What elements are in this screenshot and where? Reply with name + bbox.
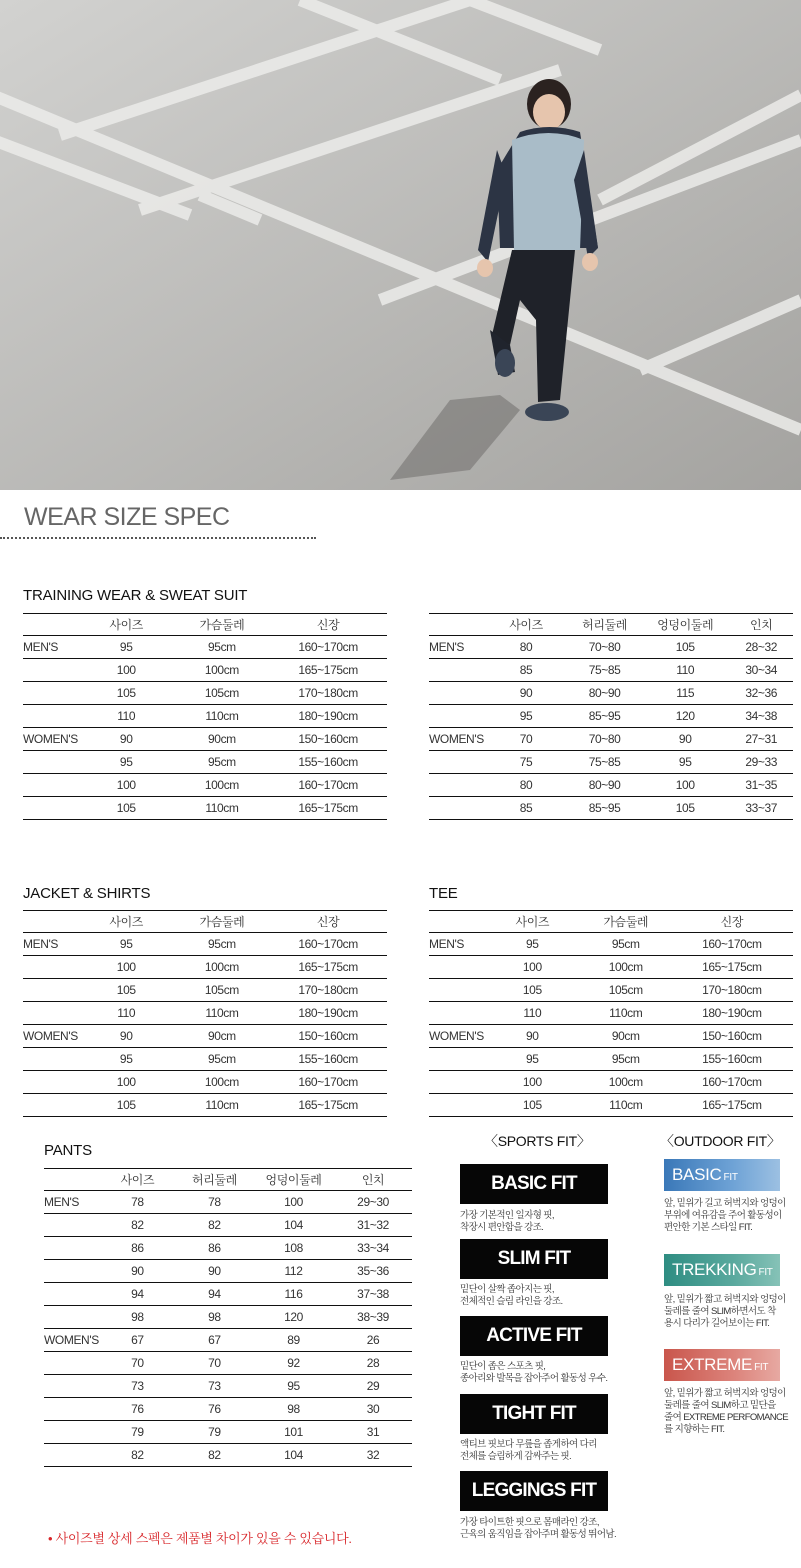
table-cell: 155~160cm bbox=[269, 751, 387, 774]
table-cell: 33~34 bbox=[334, 1237, 412, 1260]
row-group-label bbox=[429, 1094, 484, 1117]
table-row bbox=[23, 636, 387, 659]
table-cell: 31~32 bbox=[334, 1214, 412, 1237]
table-cell: 90cm bbox=[581, 1025, 671, 1048]
table-cell: 85~95 bbox=[568, 705, 641, 728]
table-cell: 110 bbox=[641, 659, 730, 682]
table-cell: 90 bbox=[99, 1260, 176, 1283]
row-group-label bbox=[44, 1214, 99, 1237]
table-row bbox=[44, 1329, 412, 1352]
size-note: • 사이즈별 상세 스펙은 제품별 차이가 있을 수 있습니다. bbox=[48, 1531, 352, 1546]
basic-fit-badge: BASIC FIT bbox=[460, 1164, 608, 1204]
page-title: WEAR SIZE SPEC bbox=[24, 503, 230, 531]
photo-of-man-walking-icon bbox=[0, 0, 801, 490]
table-cell: 100cm bbox=[581, 956, 671, 979]
table-cell: 104 bbox=[253, 1214, 334, 1237]
table-cell: 108 bbox=[253, 1237, 334, 1260]
active-fit-desc: 밑단이 좁은 스포츠 핏, 종아리와 발목을 잡아주어 활동성 우수. bbox=[460, 1361, 608, 1384]
row-group-label: WOMEN'S bbox=[23, 1025, 78, 1048]
table-cell: 105cm bbox=[175, 682, 270, 705]
table-cell: 100 bbox=[78, 774, 175, 797]
table-cell: 165~175cm bbox=[671, 956, 793, 979]
table-cell: 78 bbox=[99, 1191, 176, 1214]
column-header bbox=[429, 911, 484, 933]
table-cell: 165~175cm bbox=[269, 1094, 387, 1117]
table-cell: 180~190cm bbox=[671, 1002, 793, 1025]
row-group-label bbox=[44, 1444, 99, 1467]
table-row bbox=[44, 1421, 412, 1444]
training-top-table bbox=[23, 613, 387, 820]
table-cell: 82 bbox=[176, 1214, 253, 1237]
table-cell: 160~170cm bbox=[269, 774, 387, 797]
table-cell: 160~170cm bbox=[671, 933, 793, 956]
table-row bbox=[429, 728, 793, 751]
active-fit-badge: ACTIVE FIT bbox=[460, 1316, 608, 1356]
table-cell: 31 bbox=[334, 1421, 412, 1444]
table-cell: 95 bbox=[78, 1048, 175, 1071]
table-cell: 115 bbox=[641, 682, 730, 705]
table-cell: 101 bbox=[253, 1421, 334, 1444]
table-cell: 86 bbox=[99, 1237, 176, 1260]
row-group-label bbox=[44, 1306, 99, 1329]
table-cell: 98 bbox=[253, 1398, 334, 1421]
table-row bbox=[429, 1025, 793, 1048]
table-cell: 95 bbox=[253, 1375, 334, 1398]
table-cell: 100 bbox=[484, 1071, 581, 1094]
table-cell: 86 bbox=[176, 1237, 253, 1260]
table-cell: 110cm bbox=[175, 797, 270, 820]
table-cell: 150~160cm bbox=[671, 1025, 793, 1048]
table-cell: 95cm bbox=[175, 636, 270, 659]
column-header: 엉덩이둘레 bbox=[641, 614, 730, 636]
table-cell: 76 bbox=[176, 1398, 253, 1421]
column-header: 사이즈 bbox=[484, 614, 568, 636]
table-row bbox=[44, 1375, 412, 1398]
table-cell: 29~33 bbox=[729, 751, 793, 774]
row-group-label: WOMEN'S bbox=[429, 1025, 484, 1048]
table-cell: 95cm bbox=[175, 751, 270, 774]
table-row bbox=[23, 1025, 387, 1048]
table-cell: 105cm bbox=[581, 979, 671, 1002]
row-group-label: WOMEN'S bbox=[23, 728, 78, 751]
table-cell: 105 bbox=[484, 1094, 581, 1117]
table-row bbox=[44, 1283, 412, 1306]
row-group-label bbox=[429, 1071, 484, 1094]
table-cell: 82 bbox=[176, 1444, 253, 1467]
table-cell: 160~170cm bbox=[269, 933, 387, 956]
table-cell: 95 bbox=[78, 751, 175, 774]
leggings-fit-badge: LEGGINGS FIT bbox=[460, 1471, 608, 1511]
table-row bbox=[23, 1002, 387, 1025]
table-cell: 32~36 bbox=[729, 682, 793, 705]
column-header: 가슴둘레 bbox=[175, 614, 270, 636]
table-cell: 38~39 bbox=[334, 1306, 412, 1329]
table-row bbox=[44, 1214, 412, 1237]
table-cell: 110cm bbox=[175, 705, 270, 728]
hero-photo bbox=[0, 0, 801, 490]
table-cell: 37~38 bbox=[334, 1283, 412, 1306]
table-header-row bbox=[23, 614, 387, 636]
table-cell: 165~175cm bbox=[269, 956, 387, 979]
table-cell: 100 bbox=[253, 1191, 334, 1214]
slim-fit-badge: SLIM FIT bbox=[460, 1239, 608, 1279]
table-row bbox=[23, 751, 387, 774]
table-cell: 155~160cm bbox=[671, 1048, 793, 1071]
row-group-label bbox=[23, 1002, 78, 1025]
table-row bbox=[429, 1071, 793, 1094]
table-cell: 95cm bbox=[581, 933, 671, 956]
pants-title: PANTS bbox=[44, 1142, 92, 1159]
table-cell: 82 bbox=[99, 1214, 176, 1237]
table-header-row bbox=[429, 911, 793, 933]
tee-title: TEE bbox=[429, 885, 458, 902]
table-cell: 90 bbox=[78, 1025, 175, 1048]
row-group-label bbox=[23, 1048, 78, 1071]
row-group-label bbox=[429, 1048, 484, 1071]
column-header: 인치 bbox=[334, 1169, 412, 1191]
table-cell: 31~35 bbox=[729, 774, 793, 797]
table-row bbox=[23, 797, 387, 820]
table-cell: 100 bbox=[484, 956, 581, 979]
row-group-label bbox=[44, 1237, 99, 1260]
table-cell: 75~85 bbox=[568, 751, 641, 774]
table-cell: 70~80 bbox=[568, 728, 641, 751]
table-cell: 95cm bbox=[175, 1048, 270, 1071]
row-group-label bbox=[23, 774, 78, 797]
table-cell: 90 bbox=[484, 1025, 581, 1048]
table-cell: 95 bbox=[78, 933, 175, 956]
outdoor-extreme-fit-badge: EXTREME FIT bbox=[664, 1349, 780, 1381]
leggings-fit-desc: 가장 타이트한 핏으로 몸매라인 강조, 근육의 움직임을 잡아주며 활동성 뛰어남. bbox=[460, 1517, 617, 1540]
table-cell: 160~170cm bbox=[269, 1071, 387, 1094]
tight-fit-desc: 액티브 핏보다 무릎을 좁게하여 다리 전체를 슬림하게 감싸주는 핏. bbox=[460, 1439, 597, 1462]
table-cell: 105 bbox=[641, 797, 730, 820]
table-row bbox=[429, 705, 793, 728]
table-cell: 79 bbox=[176, 1421, 253, 1444]
table-row bbox=[429, 682, 793, 705]
table-cell: 75~85 bbox=[568, 659, 641, 682]
row-group-label bbox=[429, 682, 484, 705]
table-cell: 180~190cm bbox=[269, 705, 387, 728]
table-cell: 73 bbox=[99, 1375, 176, 1398]
column-header: 허리둘레 bbox=[176, 1169, 253, 1191]
table-cell: 95 bbox=[484, 933, 581, 956]
table-row bbox=[23, 728, 387, 751]
outdoor-trekking-fit-desc: 앞, 밑위가 짧고 허벅지와 엉덩이 둘레를 줄여 SLIM하면서도 착 용시 다리가 길어보이는 FIT. bbox=[664, 1294, 786, 1329]
table-cell: 110cm bbox=[581, 1002, 671, 1025]
column-header bbox=[23, 911, 78, 933]
table-cell: 35~36 bbox=[334, 1260, 412, 1283]
table-cell: 82 bbox=[99, 1444, 176, 1467]
table-cell: 29~30 bbox=[334, 1191, 412, 1214]
column-header: 신장 bbox=[269, 911, 387, 933]
row-group-label bbox=[23, 1071, 78, 1094]
table-cell: 105cm bbox=[175, 979, 270, 1002]
row-group-label bbox=[429, 774, 484, 797]
table-header-row bbox=[44, 1169, 412, 1191]
table-row bbox=[429, 1094, 793, 1117]
table-cell: 110 bbox=[78, 1002, 175, 1025]
table-cell: 105 bbox=[78, 682, 175, 705]
column-header: 가슴둘레 bbox=[581, 911, 671, 933]
table-cell: 70 bbox=[484, 728, 568, 751]
table-cell: 92 bbox=[253, 1352, 334, 1375]
table-cell: 76 bbox=[99, 1398, 176, 1421]
table-cell: 100cm bbox=[175, 774, 270, 797]
table-cell: 90 bbox=[641, 728, 730, 751]
column-header: 사이즈 bbox=[99, 1169, 176, 1191]
table-row bbox=[44, 1191, 412, 1214]
row-group-label bbox=[429, 797, 484, 820]
table-cell: 110cm bbox=[581, 1094, 671, 1117]
row-group-label bbox=[44, 1260, 99, 1283]
row-group-label bbox=[23, 705, 78, 728]
row-group-label bbox=[23, 682, 78, 705]
row-group-label bbox=[429, 659, 484, 682]
row-group-label bbox=[44, 1398, 99, 1421]
table-cell: 98 bbox=[176, 1306, 253, 1329]
table-row bbox=[429, 1048, 793, 1071]
table-cell: 30 bbox=[334, 1398, 412, 1421]
table-row bbox=[429, 636, 793, 659]
table-cell: 95 bbox=[484, 1048, 581, 1071]
table-cell: 32 bbox=[334, 1444, 412, 1467]
table-cell: 94 bbox=[99, 1283, 176, 1306]
table-row bbox=[429, 751, 793, 774]
outdoor-extreme-fit-desc: 앞, 밑위가 짧고 허벅지와 엉덩이 둘레를 줄여 SLIM하고 밑단을 줄여 EXTREME PERFOMANCE 를 지향하는 FIT. bbox=[664, 1388, 788, 1435]
table-row bbox=[429, 1002, 793, 1025]
table-cell: 155~160cm bbox=[269, 1048, 387, 1071]
outdoor-trekking-fit-badge: TREKKING FIT bbox=[664, 1254, 780, 1286]
table-row bbox=[44, 1237, 412, 1260]
row-group-label: MEN'S bbox=[23, 933, 78, 956]
table-row bbox=[23, 682, 387, 705]
table-cell: 110 bbox=[484, 1002, 581, 1025]
row-group-label bbox=[429, 979, 484, 1002]
table-cell: 70 bbox=[176, 1352, 253, 1375]
table-cell: 80 bbox=[484, 774, 568, 797]
table-cell: 105 bbox=[484, 979, 581, 1002]
tight-fit-badge: TIGHT FIT bbox=[460, 1394, 608, 1434]
table-cell: 165~175cm bbox=[269, 797, 387, 820]
table-cell: 94 bbox=[176, 1283, 253, 1306]
table-cell: 100cm bbox=[175, 659, 270, 682]
row-group-label: WOMEN'S bbox=[44, 1329, 99, 1352]
table-cell: 34~38 bbox=[729, 705, 793, 728]
table-row bbox=[44, 1398, 412, 1421]
table-cell: 90cm bbox=[175, 728, 270, 751]
table-cell: 90 bbox=[78, 728, 175, 751]
title-divider bbox=[0, 537, 316, 539]
row-group-label bbox=[23, 979, 78, 1002]
table-cell: 110cm bbox=[175, 1002, 270, 1025]
table-row bbox=[429, 659, 793, 682]
column-header bbox=[23, 614, 78, 636]
table-cell: 104 bbox=[253, 1444, 334, 1467]
table-cell: 105 bbox=[641, 636, 730, 659]
table-cell: 95 bbox=[78, 636, 175, 659]
row-group-label: MEN'S bbox=[429, 636, 484, 659]
table-cell: 100 bbox=[78, 659, 175, 682]
table-cell: 27~31 bbox=[729, 728, 793, 751]
outdoor-basic-fit-badge: BASIC FIT bbox=[664, 1159, 780, 1191]
slim-fit-desc: 밑단이 살짝 좁아지는 핏, 전체적인 슬림 라인을 강조. bbox=[460, 1284, 563, 1307]
table-cell: 90cm bbox=[175, 1025, 270, 1048]
table-row bbox=[23, 933, 387, 956]
table-cell: 70 bbox=[99, 1352, 176, 1375]
table-header-row bbox=[23, 911, 387, 933]
table-cell: 100cm bbox=[581, 1071, 671, 1094]
column-header: 가슴둘레 bbox=[175, 911, 270, 933]
table-cell: 116 bbox=[253, 1283, 334, 1306]
table-row bbox=[44, 1352, 412, 1375]
table-cell: 150~160cm bbox=[269, 728, 387, 751]
table-cell: 95cm bbox=[581, 1048, 671, 1071]
table-cell: 98 bbox=[99, 1306, 176, 1329]
outdoor-fit-heading: 〈OUTDOOR FIT〉 bbox=[660, 1133, 781, 1149]
table-cell: 75 bbox=[484, 751, 568, 774]
column-header: 허리둘레 bbox=[568, 614, 641, 636]
table-cell: 112 bbox=[253, 1260, 334, 1283]
table-cell: 85 bbox=[484, 659, 568, 682]
row-group-label bbox=[44, 1283, 99, 1306]
table-cell: 100cm bbox=[175, 956, 270, 979]
row-group-label: WOMEN'S bbox=[429, 728, 484, 751]
table-cell: 70~80 bbox=[568, 636, 641, 659]
table-cell: 105 bbox=[78, 979, 175, 1002]
table-cell: 89 bbox=[253, 1329, 334, 1352]
table-cell: 105 bbox=[78, 1094, 175, 1117]
table-row bbox=[44, 1260, 412, 1283]
table-cell: 100 bbox=[641, 774, 730, 797]
table-cell: 95 bbox=[484, 705, 568, 728]
table-cell: 100 bbox=[78, 956, 175, 979]
column-header: 신장 bbox=[269, 614, 387, 636]
table-row bbox=[429, 774, 793, 797]
outdoor-basic-fit-desc: 앞, 밑위가 길고 허벅지와 엉덩이 부위에 여유감을 주어 활동성이 편안한 기본 스타일 FIT. bbox=[664, 1198, 786, 1233]
table-cell: 67 bbox=[99, 1329, 176, 1352]
table-header-row bbox=[429, 614, 793, 636]
row-group-label bbox=[429, 705, 484, 728]
jacket-table bbox=[23, 910, 387, 1117]
table-cell: 120 bbox=[641, 705, 730, 728]
table-cell: 120 bbox=[253, 1306, 334, 1329]
table-cell: 30~34 bbox=[729, 659, 793, 682]
table-cell: 180~190cm bbox=[269, 1002, 387, 1025]
table-row bbox=[429, 797, 793, 820]
column-header: 사이즈 bbox=[78, 911, 175, 933]
table-cell: 95cm bbox=[175, 933, 270, 956]
pants-table bbox=[44, 1168, 412, 1467]
table-cell: 78 bbox=[176, 1191, 253, 1214]
tee-table bbox=[429, 910, 793, 1117]
table-cell: 165~175cm bbox=[671, 1094, 793, 1117]
row-group-label bbox=[429, 956, 484, 979]
table-row bbox=[44, 1306, 412, 1329]
table-cell: 90 bbox=[484, 682, 568, 705]
table-row bbox=[23, 1071, 387, 1094]
table-cell: 28 bbox=[334, 1352, 412, 1375]
training-bottom-table bbox=[429, 613, 793, 820]
table-row bbox=[429, 979, 793, 1002]
table-cell: 170~180cm bbox=[269, 682, 387, 705]
table-row bbox=[23, 956, 387, 979]
table-row bbox=[23, 659, 387, 682]
table-row bbox=[44, 1444, 412, 1467]
column-header: 신장 bbox=[671, 911, 793, 933]
column-header: 인치 bbox=[729, 614, 793, 636]
table-cell: 100 bbox=[78, 1071, 175, 1094]
table-cell: 100cm bbox=[175, 1071, 270, 1094]
training-title: TRAINING WEAR & SWEAT SUIT bbox=[23, 587, 248, 604]
table-cell: 26 bbox=[334, 1329, 412, 1352]
column-header bbox=[429, 614, 484, 636]
row-group-label bbox=[23, 956, 78, 979]
table-cell: 160~170cm bbox=[269, 636, 387, 659]
row-group-label bbox=[23, 797, 78, 820]
table-cell: 160~170cm bbox=[671, 1071, 793, 1094]
row-group-label bbox=[23, 659, 78, 682]
column-header bbox=[44, 1169, 99, 1191]
sports-fit-heading: 〈SPORTS FIT〉 bbox=[484, 1133, 591, 1149]
table-cell: 80~90 bbox=[568, 774, 641, 797]
table-cell: 33~37 bbox=[729, 797, 793, 820]
table-cell: 150~160cm bbox=[269, 1025, 387, 1048]
row-group-label bbox=[429, 1002, 484, 1025]
table-row bbox=[23, 774, 387, 797]
table-cell: 80~90 bbox=[568, 682, 641, 705]
table-row bbox=[23, 1048, 387, 1071]
table-row bbox=[23, 1094, 387, 1117]
row-group-label bbox=[23, 751, 78, 774]
row-group-label bbox=[23, 1094, 78, 1117]
table-row bbox=[429, 956, 793, 979]
table-row bbox=[23, 705, 387, 728]
table-cell: 79 bbox=[99, 1421, 176, 1444]
basic-fit-desc: 가장 기본적인 일자형 핏, 착장시 편안함을 강조. bbox=[460, 1210, 554, 1233]
row-group-label: MEN'S bbox=[23, 636, 78, 659]
row-group-label: MEN'S bbox=[429, 933, 484, 956]
row-group-label: MEN'S bbox=[44, 1191, 99, 1214]
table-cell: 29 bbox=[334, 1375, 412, 1398]
table-row bbox=[23, 979, 387, 1002]
column-header: 사이즈 bbox=[78, 614, 175, 636]
table-cell: 110cm bbox=[175, 1094, 270, 1117]
row-group-label bbox=[44, 1352, 99, 1375]
table-cell: 90 bbox=[176, 1260, 253, 1283]
table-cell: 170~180cm bbox=[671, 979, 793, 1002]
table-cell: 95 bbox=[641, 751, 730, 774]
table-cell: 67 bbox=[176, 1329, 253, 1352]
table-cell: 85~95 bbox=[568, 797, 641, 820]
table-cell: 165~175cm bbox=[269, 659, 387, 682]
table-cell: 105 bbox=[78, 797, 175, 820]
table-cell: 85 bbox=[484, 797, 568, 820]
table-cell: 170~180cm bbox=[269, 979, 387, 1002]
column-header: 사이즈 bbox=[484, 911, 581, 933]
table-cell: 28~32 bbox=[729, 636, 793, 659]
jacket-title: JACKET & SHIRTS bbox=[23, 885, 151, 902]
table-row bbox=[429, 933, 793, 956]
row-group-label bbox=[429, 751, 484, 774]
table-cell: 73 bbox=[176, 1375, 253, 1398]
row-group-label bbox=[44, 1421, 99, 1444]
table-cell: 80 bbox=[484, 636, 568, 659]
table-cell: 110 bbox=[78, 705, 175, 728]
column-header: 엉덩이둘레 bbox=[253, 1169, 334, 1191]
row-group-label bbox=[44, 1375, 99, 1398]
